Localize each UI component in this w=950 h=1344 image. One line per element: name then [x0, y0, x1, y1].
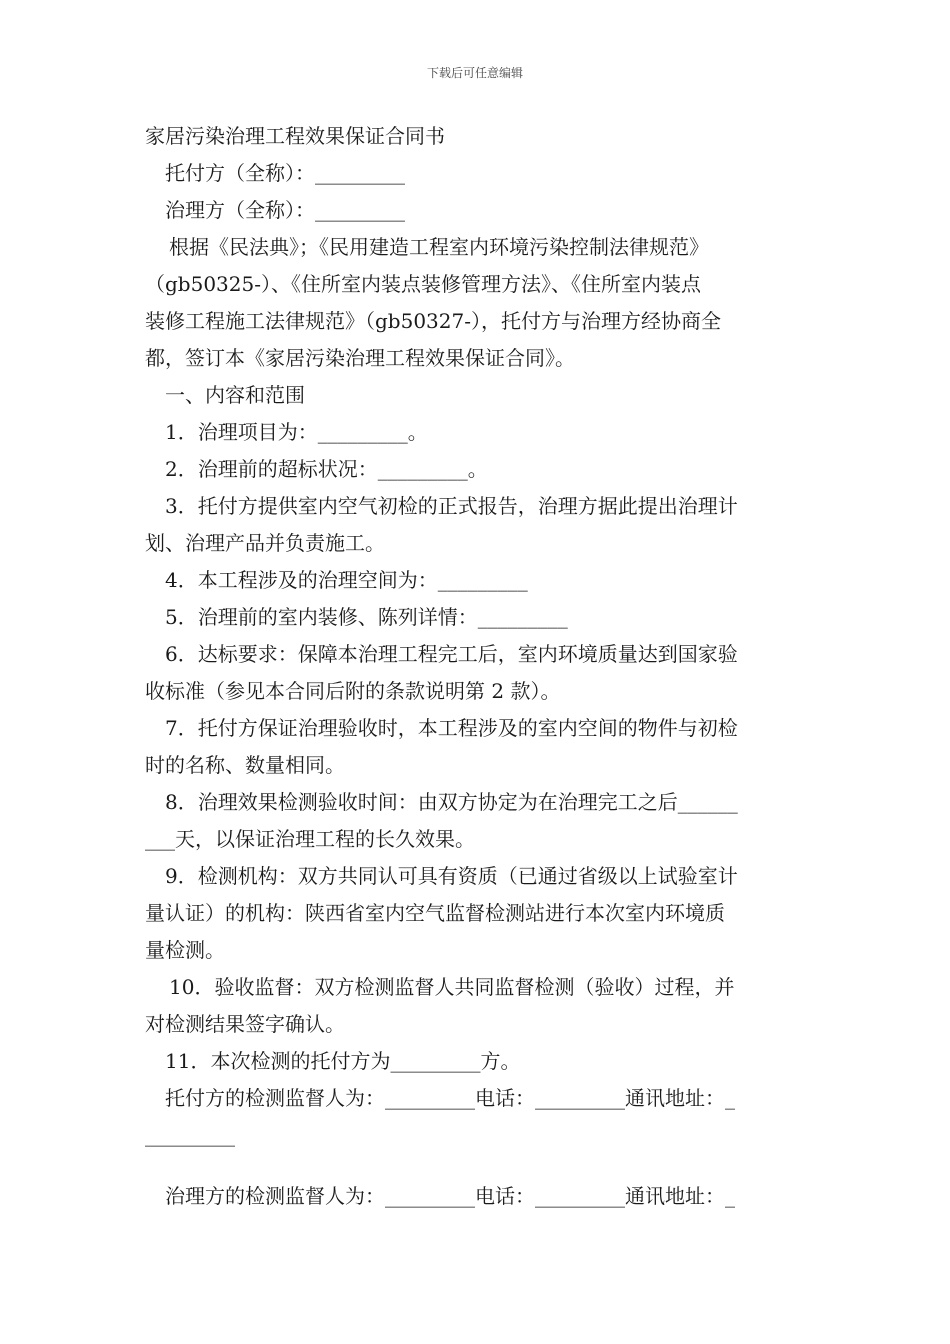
client-party-line: 托付方（全称）：_________ [165, 161, 405, 185]
contract-document [145, 118, 813, 1215]
contractor-party-line: 治理方（全称）：_________ [165, 198, 405, 222]
page-header-note: 下载后可任意编辑 [426, 66, 523, 80]
contractor-supervisor-line: 治理方的检测监督人为：_________电话：_________通讯地址：_ [165, 1184, 735, 1208]
item-9-line-3: 量检测。 [145, 938, 225, 962]
item-7-line-1: 7．托付方保证治理验收时，本工程涉及的室内空间的物件与初检 [165, 716, 738, 740]
item-3-line-1: 3．托付方提供室内空气初检的正式报告，治理方据此提出治理计 [165, 494, 738, 518]
preamble-line-2: （gb50325-）、《住所室内装点装修管理方法》、《住所室内装点 [145, 272, 701, 296]
item-11: 11．本次检测的托付方为_________方。 [165, 1049, 521, 1073]
preamble-line-3: 装修工程施工法律规范》（gb50327-），托付方与治理方经协商全 [145, 309, 721, 333]
item-9-line-1: 9．检测机构：双方共同认可具有资质（已通过省级以上试验室计 [165, 864, 738, 888]
item-3-line-2: 划、治理产品并负责施工。 [145, 531, 385, 555]
item-5: 5．治理前的室内装修、陈列详情：_________ [165, 605, 568, 629]
paragraph-spacer [145, 1154, 813, 1178]
client-supervisor-line-1: 托付方的检测监督人为：_________电话：_________通讯地址：_ [165, 1086, 735, 1110]
item-2: 2．治理前的超标状况：_________。 [165, 457, 488, 481]
section-heading: 一、内容和范围 [165, 383, 305, 407]
client-supervisor-line-2: _________ [145, 1123, 235, 1147]
item-4: 4．本工程涉及的治理空间为：_________ [165, 568, 528, 592]
item-6-line-2: 收标准（参见本合同后附的条款说明第 2 款）。 [145, 679, 561, 703]
item-8-line-2: ___天，以保证治理工程的长久效果。 [145, 827, 475, 851]
document-title: 家居污染治理工程效果保证合同书 [145, 124, 445, 148]
item-6-line-1: 6．达标要求：保障本治理工程完工后，室内环境质量达到国家验 [165, 642, 738, 666]
item-10-line-2: 对检测结果签字确认。 [145, 1012, 345, 1036]
item-9-line-2: 量认证）的机构：陕西省室内空气监督检测站进行本次室内环境质 [145, 901, 725, 925]
preamble-line-1: 根据《民法典》；《民用建造工程室内环境污染控制法律规范》 [169, 235, 709, 259]
item-7-line-2: 时的名称、数量相同。 [145, 753, 345, 777]
item-1: 1．治理项目为：_________。 [165, 420, 428, 444]
preamble-line-4: 都，签订本《家居污染治理工程效果保证合同》。 [145, 346, 575, 370]
item-8-line-1: 8．治理效果检测验收时间：由双方协定为在治理完工之后______ [165, 790, 738, 814]
item-10-line-1: 10．验收监督：双方检测监督人共同监督检测（验收）过程，并 [169, 975, 735, 999]
